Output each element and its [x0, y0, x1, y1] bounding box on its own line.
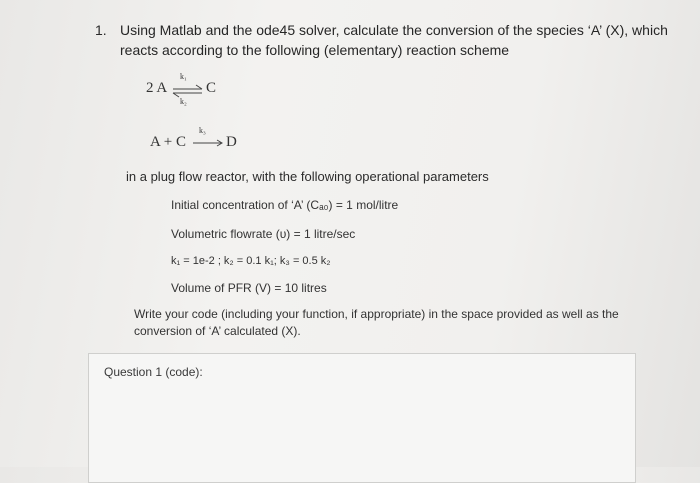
- question-text-line-2: reacts according to the following (elementary) reaction scheme: [120, 42, 510, 58]
- parameter-initial-concentration: Initial concentration of ‘A’ (Cₐ₀) = 1 mol/litre: [171, 198, 399, 212]
- answer-box-label: Question 1 (code):: [104, 365, 203, 379]
- reaction-1-reactants: 2 A: [146, 80, 168, 96]
- reaction-1-product: C: [206, 80, 217, 96]
- question-number: 1.: [95, 22, 107, 38]
- parameter-volumetric-flowrate: Volumetric flowrate (υ) = 1 litre/sec: [171, 227, 356, 241]
- question-text-line-1: Using Matlab and the ode45 solver, calculate the conversion of the species ‘A’ (X), which: [120, 22, 668, 38]
- right-arrow-icon: [192, 138, 224, 148]
- equilibrium-arrow-icon: [172, 84, 204, 98]
- reaction-1-forward-rate-constant: k₁: [180, 72, 187, 81]
- reaction-1-reverse-rate-constant: k₂: [180, 97, 187, 106]
- reaction-2-product: D: [226, 134, 237, 150]
- instructions-line-1: Write your code (including your function, if appropriate) in the space provided as well as the: [134, 307, 619, 321]
- answer-code-box[interactable]: [88, 353, 636, 483]
- operational-parameters-intro: in a plug flow reactor, with the following operational parameters: [126, 169, 489, 184]
- parameter-rate-constants: k₁ = 1e-2 ; k₂ = 0.1 k₁; k₃ = 0.5 k₂: [171, 255, 331, 267]
- reaction-2-rate-constant: k₃: [199, 126, 206, 135]
- parameter-pfr-volume: Volume of PFR (V) = 10 litres: [171, 281, 327, 295]
- instructions-line-2: conversion of ‘A’ calculated (X).: [134, 324, 301, 338]
- reaction-2-reactants: A + C: [150, 134, 186, 150]
